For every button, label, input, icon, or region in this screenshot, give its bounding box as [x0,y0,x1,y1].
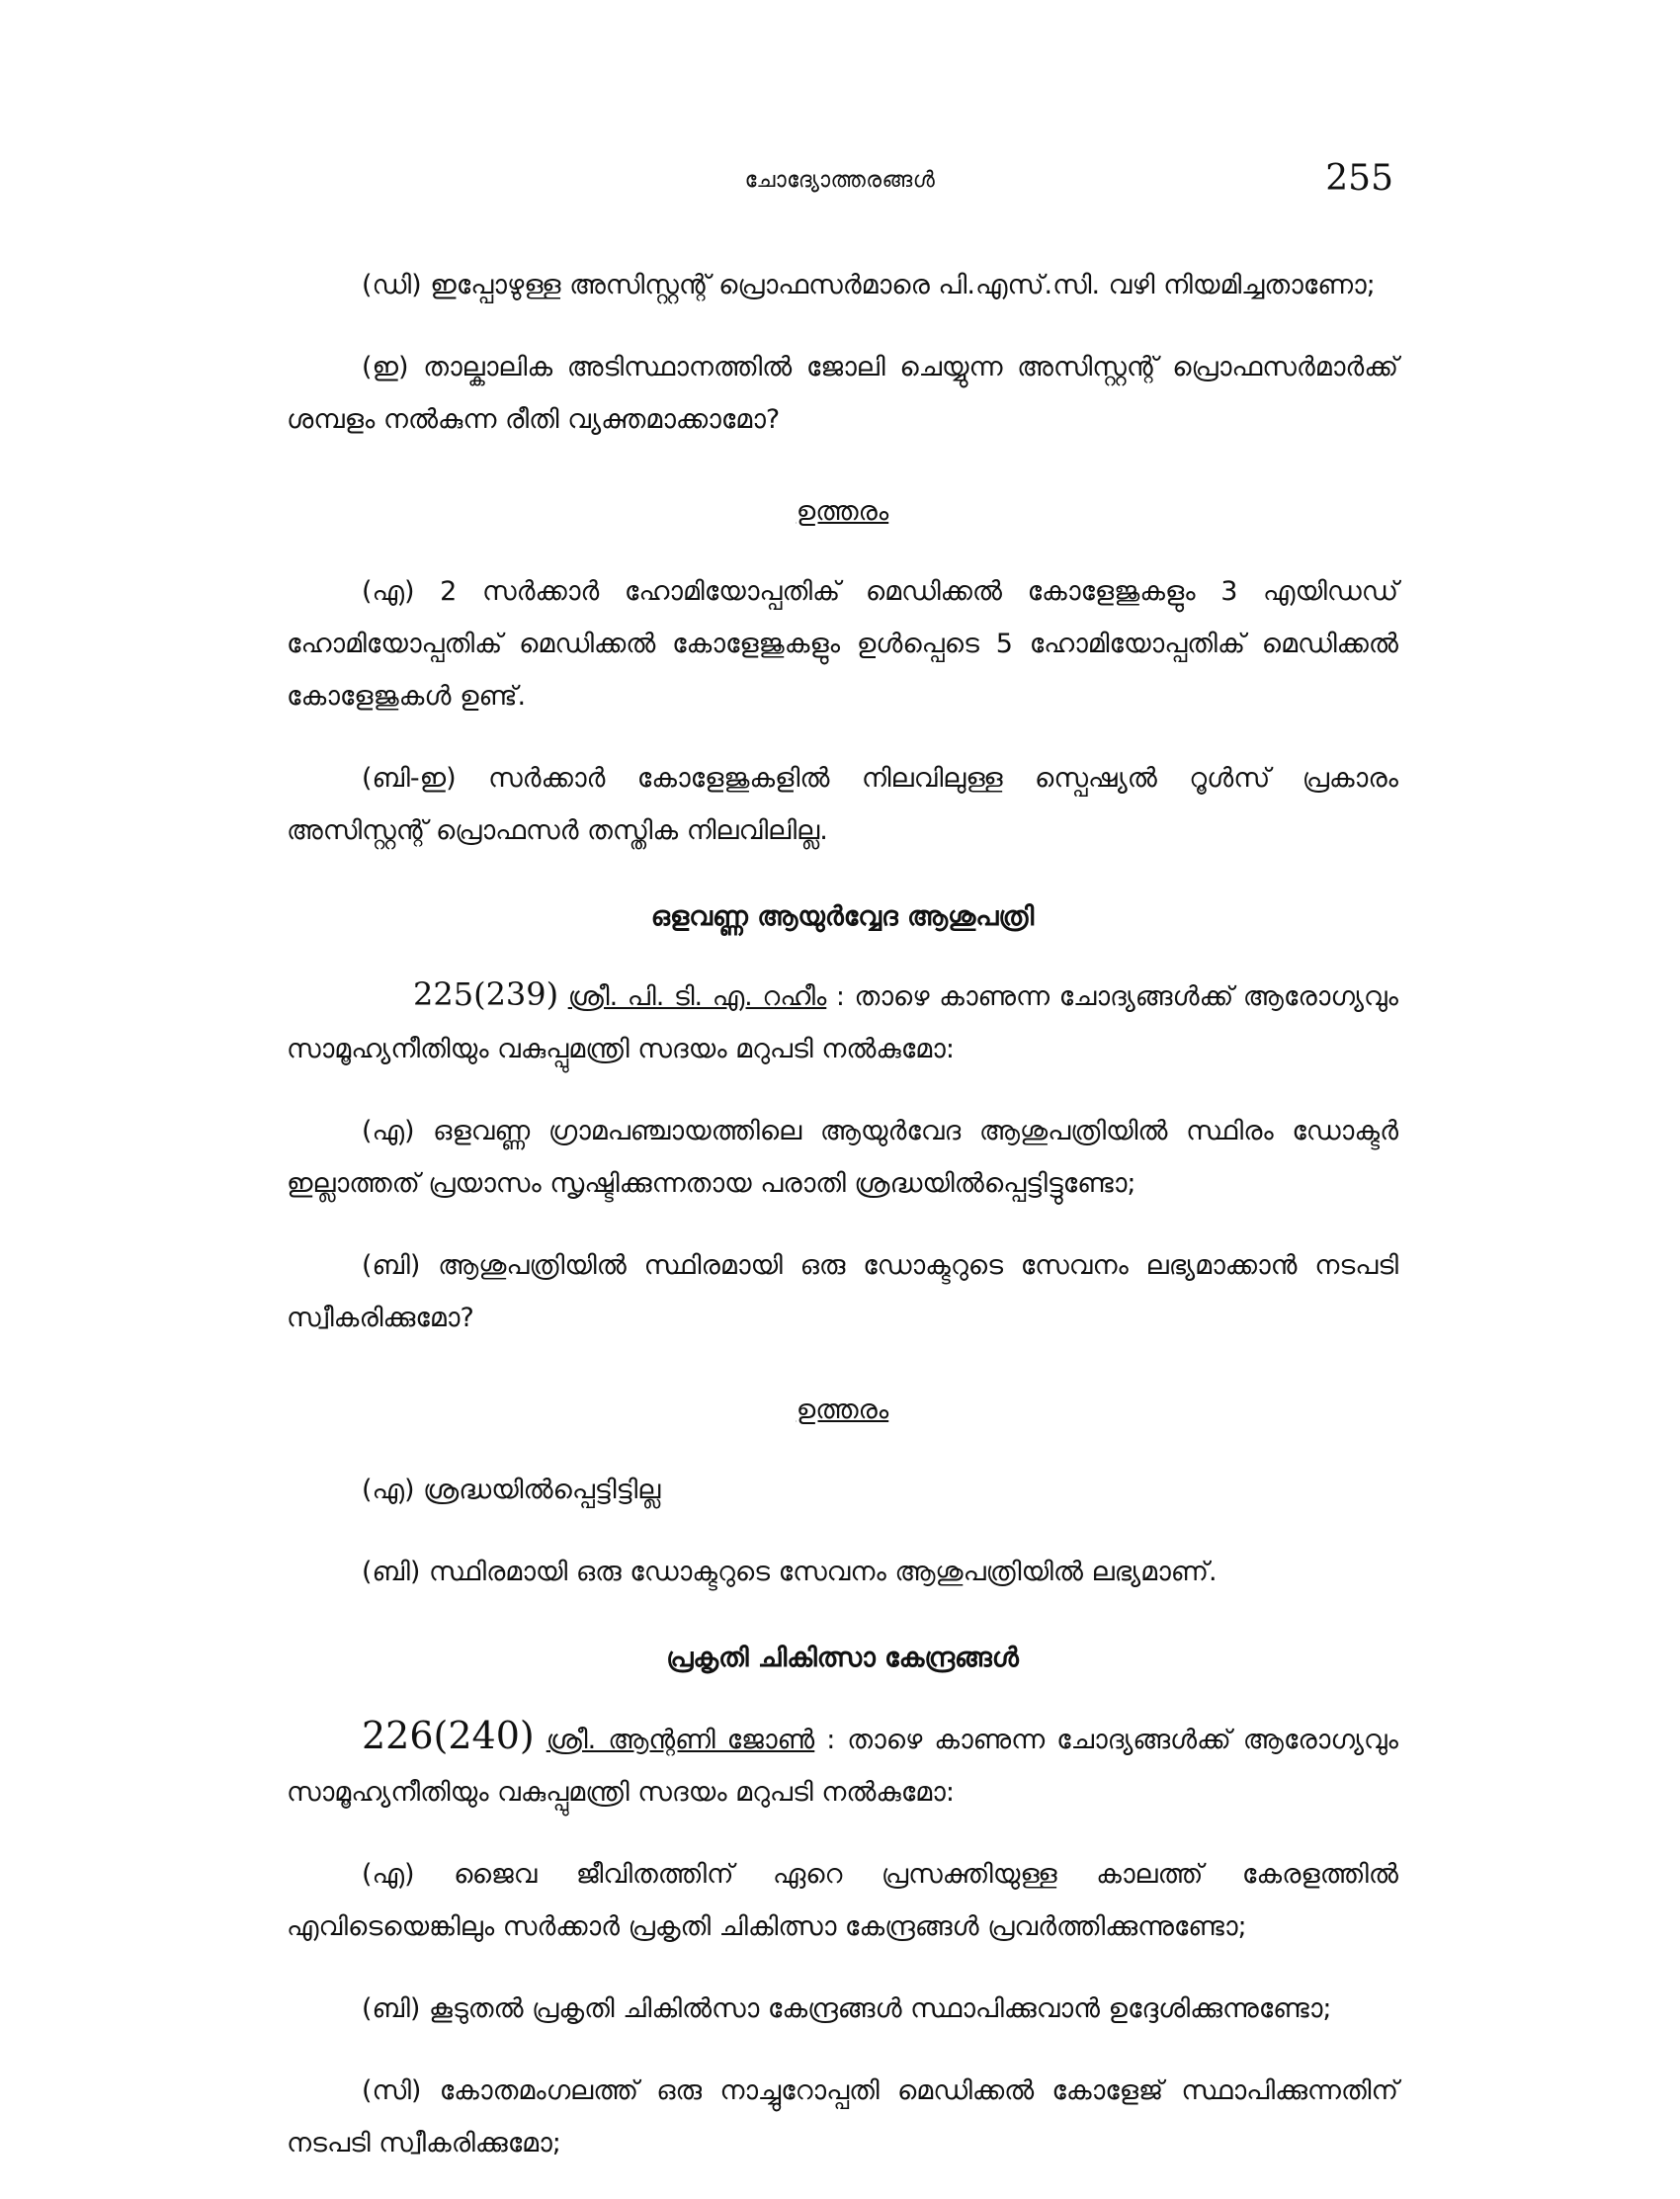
member-name: ശ്രീ. പി. ടി. എ. റഹീം [567,981,827,1012]
member-name: ശ്രീ. ആന്റണി ജോൺ [546,1725,815,1755]
question-intro-text: : താഴെ കാണുന്ന ചോദ്യങ്ങൾക്ക് ആരോഗ്യവും സാമൂഹ്യനീതിയും വകുപ്പുമന്ത്രി സദയം മറുപടി നൽകുമോ: [287,1725,1398,1808]
question-number: 226(240) [362,1714,535,1757]
section-title: ഒളവണ്ണ ആയുർവ്വേദ ആശുപത്രി [650,901,1035,932]
question-b: (ബി) കൂടുതൽ പ്രകൃതി ചികിൽസാ കേന്ദ്രങ്ങൾ സ്ഥാപിക്കുവാൻ ഉദ്ദേശിക്കുന്നുണ്ടോ; [362,1993,1332,2024]
question-e: (ഇ) താല്കാലിക അടിസ്ഥാനത്തിൽ ജോലി ചെയ്യുന്ന അസിസ്റ്റന്റ് പ്രൊഫസർമാർക്ക് ശമ്പളം നൽകുന്ന രീതി വ്യക്തമാക്കാമോ? [287,352,1398,435]
answer-heading: ഉത്തരം [796,1395,889,1425]
question-a: (എ) ജൈവ ജീവിതത്തിന് ഏറെ പ്രസക്തിയുള്ള കാലത്ത് കേരളത്തിൽ എവിടെയെങ്കിലും സർക്കാർ പ്രകൃതി ചികിത്സാ കേന്ദ്രങ്ങൾ പ്രവർത്തിക്കുന്നുണ്ടോ; [287,1859,1398,1942]
question-intro [287,969,1398,1075]
answer-heading: ഉത്തരം [796,496,889,527]
question-c: (സി) കോതമംഗലത്ത് ഒരു നാച്ചുറോപ്പതി മെഡിക്കൽ കോളേജ് സ്ഥാപിക്കുന്നതിന് നടപടി സ്വീകരിക്കുമോ; [287,2075,1398,2158]
question-number: 225(239) [413,975,559,1013]
answer-b: (ബി) സ്ഥിരമായി ഒരു ഡോക്ടറുടെ സേവനം ആശുപത്രിയിൽ ലഭ്യമാണ്. [362,1557,1218,1587]
page-number: 255 [1325,158,1393,199]
section-title: പ്രകൃതി ചികിത്സാ കേന്ദ്രങ്ങൾ [666,1643,1019,1673]
page-body [287,259,1398,2199]
running-title: ചോദ്യോത്തരങ്ങൾ [744,168,936,193]
answer-a: (എ) 2 സർക്കാർ ഹോമിയോപ്പതിക് മെഡിക്കൽ കോളേജുകളും 3 എയിഡഡ് ഹോമിയോപ്പതിക് മെഡിക്കൽ കോളേജുകളും ഉൾപ്പെടെ 5 ഹോമിയോപ്പതിക് മെഡിക്കൽ കോളേജുകൾ ഉണ്ട്. [287,576,1398,712]
question-intro-text: : താഴെ കാണുന്ന ചോദ്യങ്ങൾക്ക് ആരോഗ്യവും സാമൂഹ്യനീതിയും വകുപ്പുമന്ത്രി സദയം മറുപടി നൽകുമോ: [287,981,1398,1064]
answer-b-e: (ബി-ഇ) സർക്കാർ കോളേജുകളിൽ നിലവിലുള്ള സ്പെഷ്യൽ റൂൾസ് പ്രകാരം അസിസ്റ്റന്റ് പ്രൊഫസർ തസ്തിക നിലവിലില്ല. [287,763,1398,846]
question-b: (ബി) ആശുപത്രിയിൽ സ്ഥിരമായി ഒരു ഡോക്ടറുടെ സേവനം ലഭ്യമാക്കാൻ നടപടി സ്വീകരിക്കുമോ? [287,1250,1398,1333]
question-intro [287,1710,1398,1818]
answer-a: (എ) ശ്രദ്ധയിൽപ്പെട്ടിട്ടില്ല [362,1475,661,1505]
question-d: (ഡി) ഇപ്പോഴുള്ള അസിസ്റ്റന്റ് പ്രൊഫസർമാരെ പി.എസ്.സി. വഴി നിയമിച്ചതാണോ; [362,270,1376,300]
question-a: (എ) ഒളവണ്ണ ഗ്രാമപഞ്ചായത്തിലെ ആയുർവേദ ആശുപത്രിയിൽ സ്ഥിരം ഡോക്ടർ ഇല്ലാത്തത് പ്രയാസം സൃഷ്ടിക്കുന്നതായ പരാതി ശ്രദ്ധയിൽപ്പെട്ടിട്ടുണ്ടോ; [287,1116,1398,1199]
